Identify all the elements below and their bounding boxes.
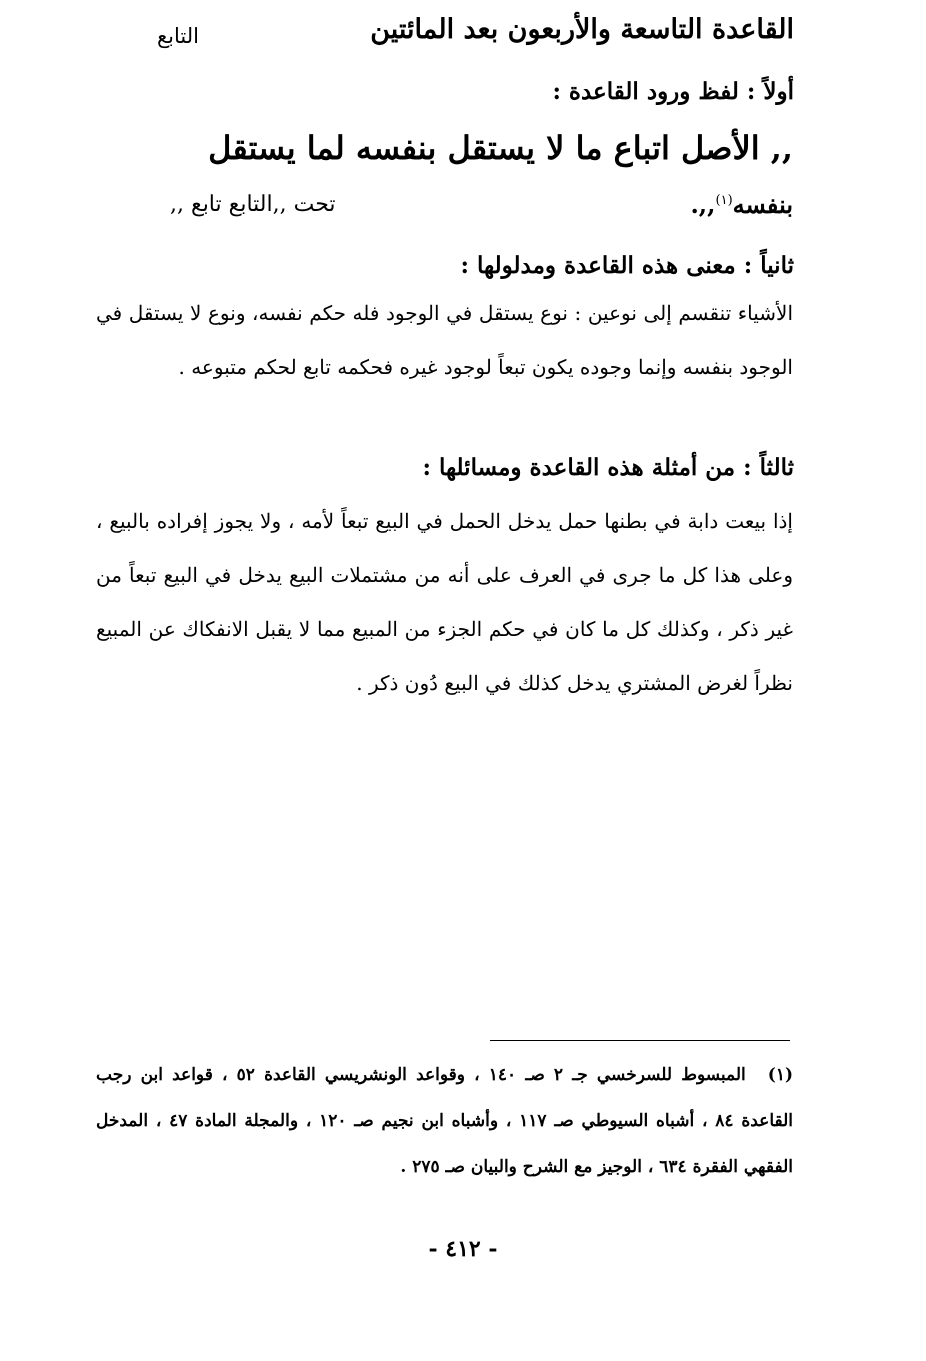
footnote (96, 1052, 793, 1190)
rule-title: القاعدة التاسعة والأربعون بعد المائتين (370, 14, 794, 45)
section-3-heading: ثالثاً : من أمثلة هذه القاعدة ومسائلها : (422, 454, 794, 481)
footnote-marker[interactable]: (١) (715, 193, 733, 208)
rule-text-end: ,,. (690, 190, 716, 219)
rule-text-line-1: ,, الأصل اتباع ما لا يستقل بنفسه لما يستقل (208, 129, 793, 167)
rule-text-line-2 (690, 190, 793, 219)
rule-text-continuation: بنفسه (732, 190, 793, 219)
footnote-text: المبسوط للسرخسي جـ ٢ صـ ١٤٠ ، وقواعد الونشريسي القاعدة ٥٢ ، قواعد ابن رجب القاعدة ٨٤ ، أشباه السيوطي صـ ١١٧ ، وأشباه ابن نجيم صـ ١٢٠ ، والمجلة المادة ٤٧ ، المدخل الفقهي الفقرة ٦٣٤ ، الوجيز مع الشرح والبيان صـ ٢٧٥ . (96, 1065, 793, 1177)
section-2-heading: ثانياً : معنى هذه القاعدة ومدلولها : (460, 252, 794, 279)
rule-alternate-wording: تحت ,,التابع تابع ,, (170, 192, 336, 217)
section-1-heading: أولاً : لفظ ورود القاعدة : (552, 78, 794, 105)
footnote-number: (١) (767, 1065, 793, 1085)
section-2-body: الأشياء تنقسم إلى نوعين : نوع يستقل في الوجود فله حكم نفسه، ونوع لا يستقل في الوجود بنفسه وإنما وجوده يكون تبعاً لوجود غيره فحكمه تابع لحكم متبوعه . (96, 301, 793, 379)
page-number: - ٤١٢ - (428, 1236, 498, 1262)
footnote-separator (490, 1040, 790, 1041)
running-header-label: التابع (157, 24, 199, 48)
section-3-body: إذا بيعت دابة في بطنها حمل يدخل الحمل في البيع تبعاً لأمه ، ولا يجوز إفراده بالبيع ، وعلى هذا كل ما جرى في العرف على أنه من مشتملات البيع يدخل في البيع تبعاً من غير ذكر ، وكذلك كل ما كان في حكم الجزء من المبيع مما لا يقبل الانفكاك عن المبيع نظراً لغرض المشتري يدخل كذلك في البيع دُون ذكر . (96, 509, 793, 695)
